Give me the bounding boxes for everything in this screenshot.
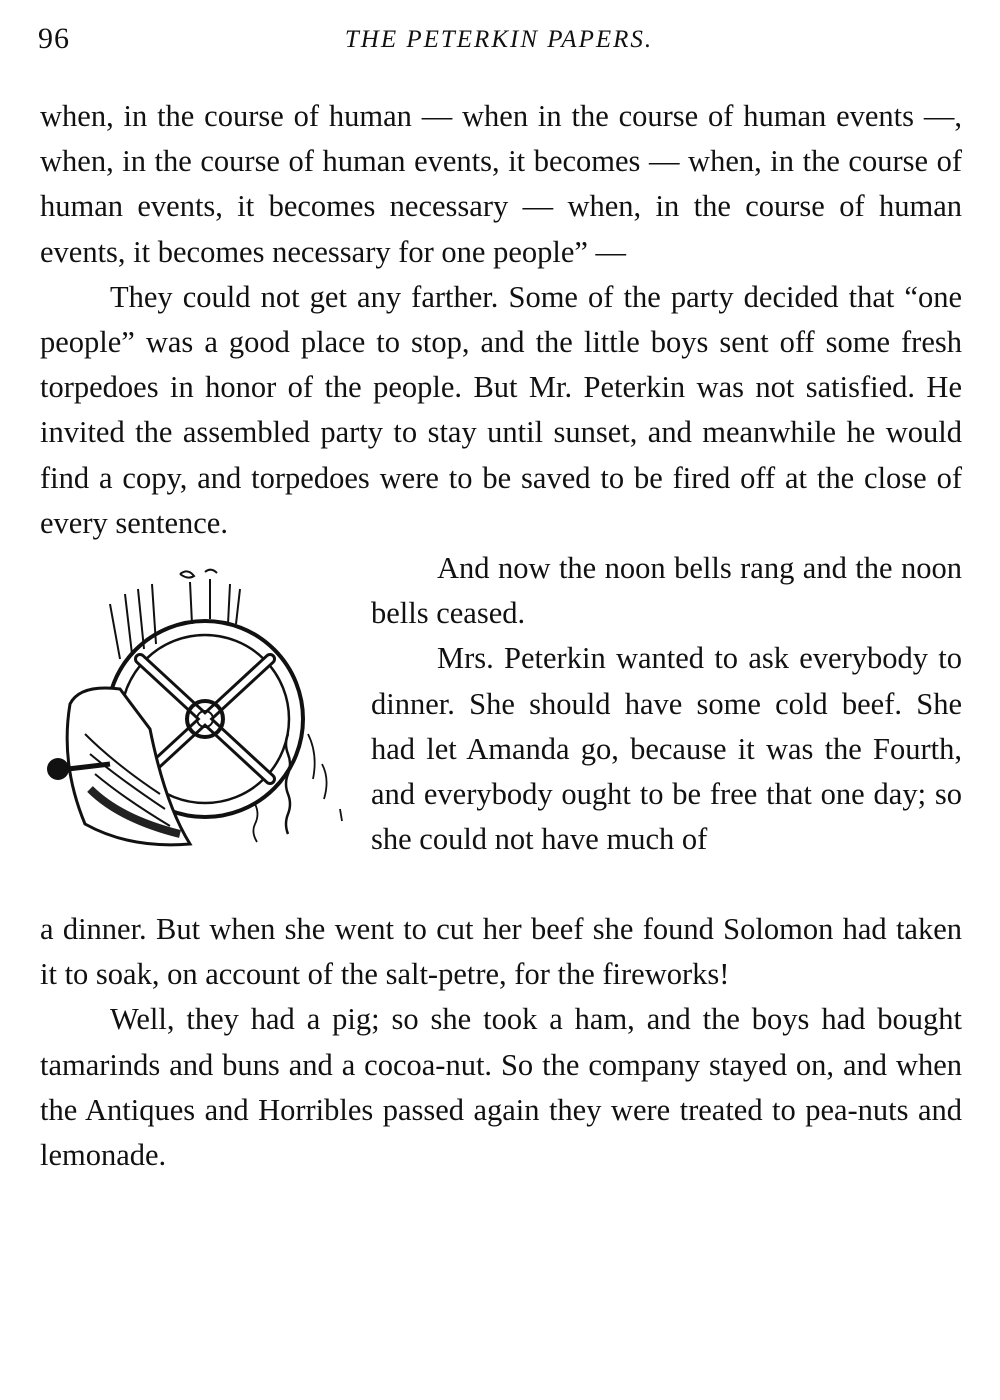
paragraph-noon-bells: And now the noon bells rang and the noon bells ceased. [371,551,962,631]
paragraph-could-not-get-farther: They could not get any farther. Some of the party decided that “one people” was a good place to stop, and the little boys sent off some fresh torpedoes in honor of the people. But Mr. Peterkin was not satisfied. He invited the assembled party to stay until sunset, and meanwhile he would find a copy, and torpedoes were to be saved to be fired off at the close of every sentence. [40,279,962,540]
paragraph-pig-and-ham: Well, they had a pig; so she took a ham, and the boys had bought tamarinds and buns and a cocoa-nut. So the company stayed on, and when the Antiques and Horribles passed again they were treated to pea-nuts and lemonade. [40,1002,962,1173]
bell-illustration-icon [40,564,370,864]
paragraph-dinner-continued: a dinner. But when she went to cut her beef she found Solomon had taken it to soak, on account of the salt-petre, for the fireworks! [40,912,962,992]
body-text [40,94,962,1178]
illustrated-section [40,546,962,907]
page-header [38,22,960,62]
running-title: THE PETERKIN PAPERS. [344,26,654,53]
page-number: 96 [38,22,70,55]
paragraph-declaration-recital: when, in the course of human — when in the course of human events —, when, in the course of human events, it becomes — when, in the course of human events, it becomes necessary — when, in the course of human events, it becomes necessary for one people” — [40,99,962,269]
paragraph-mrs-peterkin-dinner: Mrs. Peterkin wanted to ask everybody to dinner. She should have some cold beef. She had let Amanda go, because it was the Fourth, and everybody ought to be free that one day; so she could not have much of [371,641,962,857]
